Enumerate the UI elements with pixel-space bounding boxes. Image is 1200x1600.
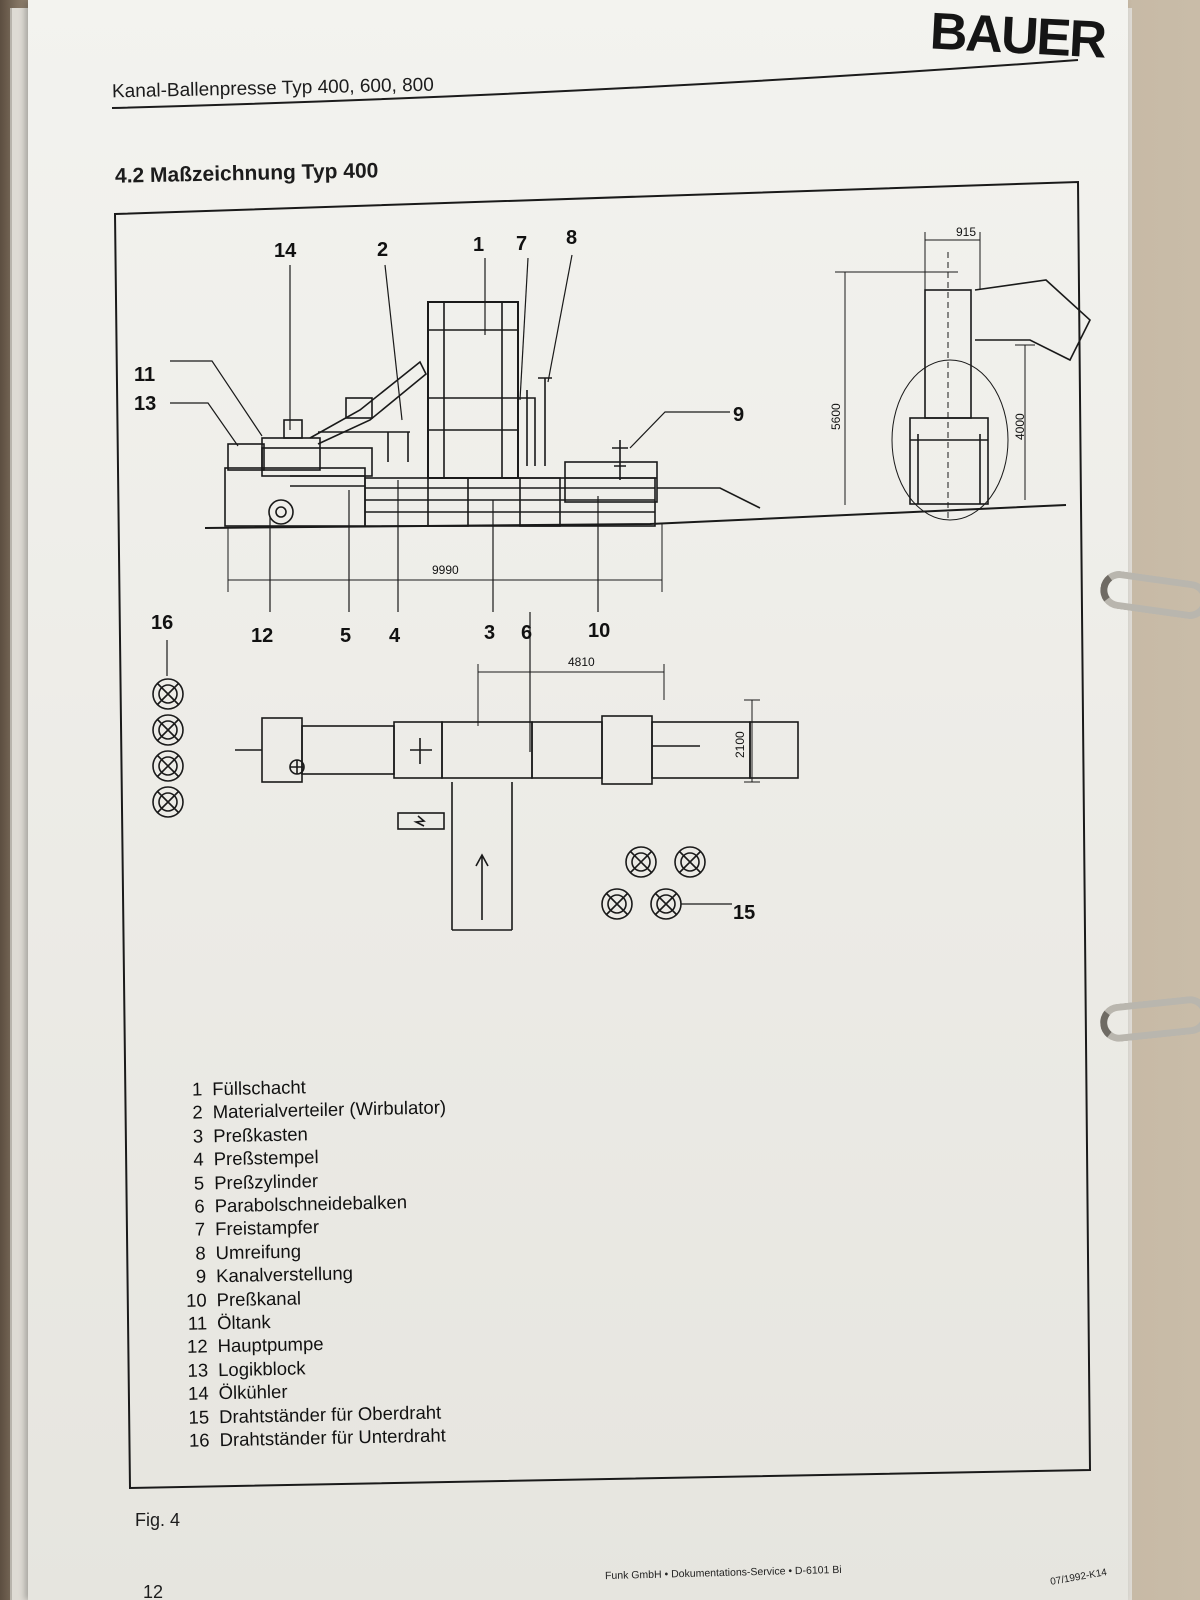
section-title: 4.2 Maßzeichnung Typ 400 bbox=[114, 159, 379, 188]
legend-item: 12 Hauptpumpe bbox=[186, 1333, 324, 1358]
callout-6: 6 bbox=[521, 622, 533, 644]
footer-publisher: Funk GmbH • Dokumentations-Service • D-6101 Bi bbox=[604, 1563, 842, 1583]
wire-stands-oberdraht bbox=[602, 847, 732, 919]
callout-4: 4 bbox=[389, 625, 401, 647]
dim-height: 5600 bbox=[829, 403, 843, 430]
legend-item: 7 Freistampfer bbox=[194, 1216, 320, 1241]
legend-item: 4 Preßstempel bbox=[193, 1146, 319, 1170]
callout-15: 15 bbox=[733, 902, 756, 924]
legend-item: 16 Drahtständer für Unterdraht bbox=[188, 1424, 446, 1451]
callout-10: 10 bbox=[588, 620, 611, 642]
wire-stands-unterdraht bbox=[153, 640, 183, 817]
legend-item: 11 Öltank bbox=[187, 1311, 271, 1334]
end-view bbox=[835, 232, 1090, 520]
callout-16: 16 bbox=[151, 612, 174, 634]
legend-item: 5 Preßzylinder bbox=[193, 1169, 319, 1194]
legend-item: 8 Umreifung bbox=[195, 1240, 302, 1264]
dim-height-inner: 4000 bbox=[1013, 413, 1027, 440]
brand-logo: BAUER bbox=[928, 2, 1107, 70]
callout-3: 3 bbox=[484, 622, 496, 644]
dim-channel-width: 2100 bbox=[733, 731, 747, 758]
callout-5: 5 bbox=[340, 625, 352, 647]
side-view bbox=[205, 302, 1066, 592]
callout-leaders bbox=[170, 255, 730, 612]
callout-9: 9 bbox=[733, 404, 745, 426]
callout-1: 1 bbox=[473, 234, 485, 256]
callout-12: 12 bbox=[251, 625, 274, 647]
callout-11: 11 bbox=[134, 364, 156, 386]
legend-item: 13 Logikblock bbox=[187, 1357, 306, 1381]
callout-7: 7 bbox=[516, 233, 528, 255]
legend-item: 14 Ölkühler bbox=[187, 1381, 288, 1405]
callout-13: 13 bbox=[134, 393, 157, 415]
page-number: 12 bbox=[143, 1582, 164, 1600]
figure-label: Fig. 4 bbox=[135, 1510, 181, 1530]
dim-length: 9990 bbox=[432, 563, 459, 577]
callout-14: 14 bbox=[274, 240, 297, 262]
legend-item: 2 Materialverteiler (Wirbulator) bbox=[192, 1096, 447, 1124]
callout-8: 8 bbox=[566, 227, 578, 249]
legend-item: 3 Preßkasten bbox=[192, 1123, 309, 1147]
legend-item: 6 Parabolschneidebalken bbox=[194, 1191, 408, 1217]
legend-item: 9 Kanalverstellung bbox=[195, 1262, 354, 1287]
legend-item: 1 Füllschacht bbox=[191, 1076, 307, 1100]
document-code: 07/1992-K14 bbox=[1049, 1567, 1108, 1588]
legend-item: 15 Drahtständer für Oberdraht bbox=[188, 1401, 442, 1428]
plan-view bbox=[235, 612, 798, 930]
callout-2: 2 bbox=[377, 239, 389, 261]
parts-legend bbox=[176, 1072, 453, 1452]
legend-item: 10 Preßkanal bbox=[185, 1287, 302, 1311]
header-title: Kanal-Ballenpresse Typ 400, 600, 800 bbox=[111, 74, 435, 103]
dim-width-top: 915 bbox=[956, 225, 977, 239]
dim-channel-length: 4810 bbox=[568, 655, 595, 669]
